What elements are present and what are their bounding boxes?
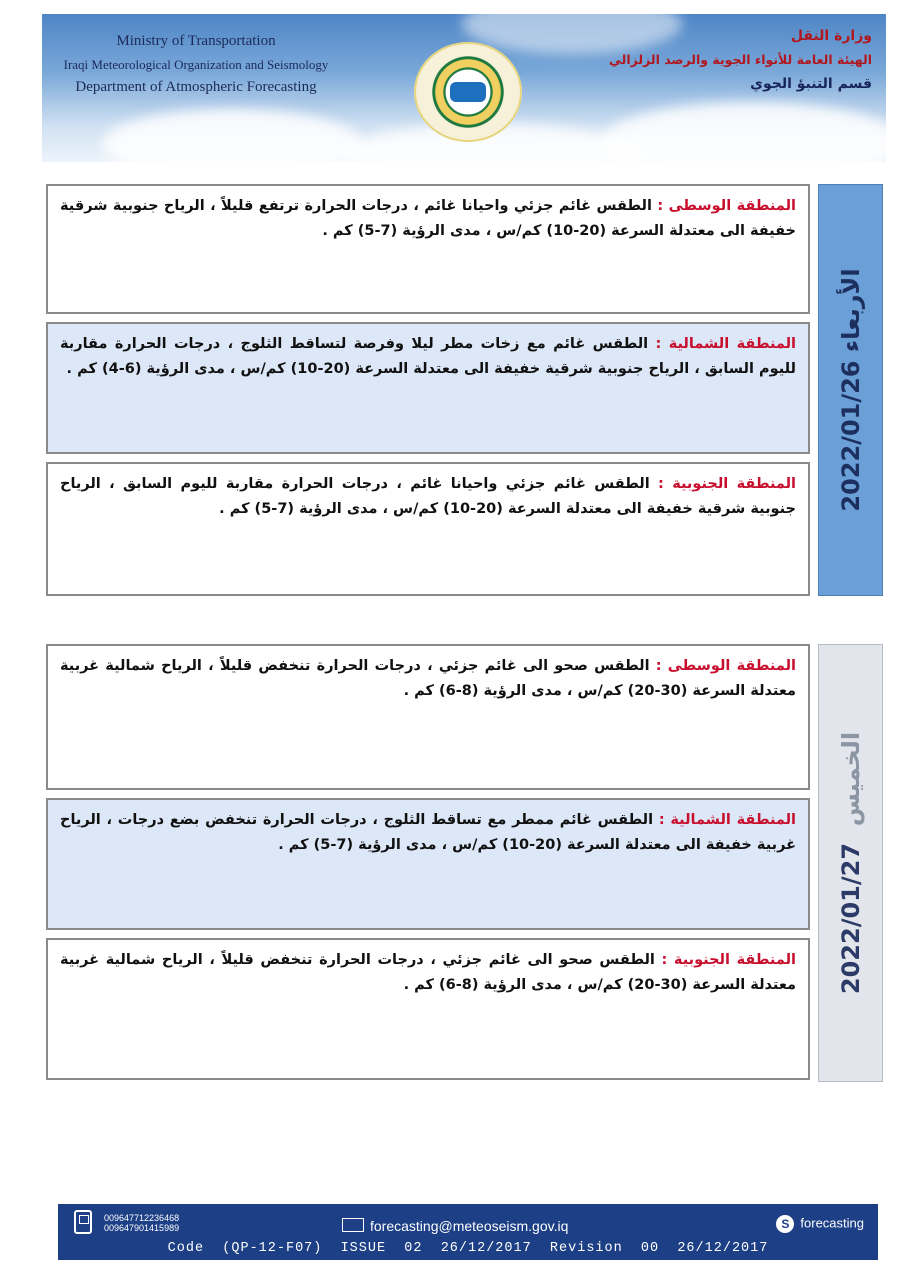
document-code: Code (QP-12-F07) ISSUE 02 26/12/2017 Revision 00 26/12/2017 <box>167 1241 769 1256</box>
forecast-text: الطقس غائم ممطر مع تساقط الثلوج ، درجات الحرارة تنخفض بضع درجات ، الرياح غربية خفيفة الى معتدلة السرعة (20-10) كم/س ، مدى الرؤية (7-5) كم . <box>60 812 796 853</box>
skype-contact[interactable] <box>776 1215 864 1233</box>
ministry-name-ar: وزارة النقل <box>790 28 872 44</box>
region-name: المنطقة الوسطى : <box>657 198 796 214</box>
forecast-day1-south <box>46 462 810 596</box>
day2-date-tab <box>818 644 883 1082</box>
letterhead <box>42 14 886 162</box>
phone-number-1: 009647712236468 <box>104 1213 180 1223</box>
forecast-day2-central <box>46 644 810 790</box>
region-name: المنطقة الوسطى : <box>655 658 796 674</box>
forecast-day1-central <box>46 184 810 314</box>
forecast-text: الطقس غائم جزئي واحيانا غائم ، درجات الحرارة مقاربة لليوم السابق ، الرياح جنوبية شرقية خفيفة الى معتدلة السرعة (20-10) كم/س ، مدى الرؤية (7-5) كم . <box>60 476 796 517</box>
phone-number-2: 009647901415989 <box>104 1223 180 1233</box>
forecast-text: الطقس غائم جزئي واحيانا غائم ، درجات الحرارة ترتفع قليلاً ، الرياح جنوبية شرقية خفيفة الى معتدلة السرعة (20-10) كم/س ، مدى الرؤية (7-5) كم . <box>60 198 796 239</box>
organization-logo <box>414 42 522 142</box>
email-address[interactable]: forecasting@meteoseism.gov.iq <box>370 1218 569 1234</box>
day1-date-tab <box>818 184 883 596</box>
forecast-text: الطقس غائم مع زخات مطر ليلا وفرصة لتساقط الثلوج ، درجات الحرارة مقاربة لليوم السابق ، الرياح جنوبية شرقية خفيفة الى معتدلة السرعة (20-10) كم/س ، مدى الرؤية (6-4) كم . <box>60 336 796 377</box>
forecast-text: الطقس صحو الى غائم جزئي ، درجات الحرارة تنخفض قليلاً ، الرياح شمالية غربية معتدلة السرعة (30-20) كم/س ، مدى الرؤية (8-6) كم . <box>60 658 796 699</box>
english-heading <box>56 30 336 99</box>
day2-day-name: الخميس <box>836 731 865 827</box>
region-name: المنطقة الشمالية : <box>658 812 796 828</box>
ministry-name-en: Ministry of Transportation <box>116 33 276 49</box>
forecast-day2-north <box>46 798 810 930</box>
department-name-en: Department of Atmospheric Forecasting <box>75 79 317 95</box>
forecast-text: الطقس صحو الى غائم جزئي ، درجات الحرارة تنخفض قليلاً ، الرياح شمالية غربية معتدلة السرعة (30-20) كم/س ، مدى الرؤية (8-6) كم . <box>60 952 796 993</box>
day2-date: 2022/01/27 <box>836 842 865 995</box>
region-name: المنطقة الجنوبية : <box>658 476 796 492</box>
department-name-ar: قسم التنبؤ الجوي <box>750 76 872 92</box>
organization-name-ar: الهيئة العامة للأنواء الجوية والرصد الزلزالي <box>609 52 872 67</box>
skype-name[interactable]: forecasting <box>800 1215 864 1231</box>
skype-icon: S <box>776 1215 794 1233</box>
region-name: المنطقة الجنوبية : <box>661 952 796 968</box>
forecast-day1-north <box>46 322 810 454</box>
phone-numbers <box>104 1213 179 1233</box>
region-name: المنطقة الشمالية : <box>655 336 797 352</box>
mail-icon <box>342 1218 364 1232</box>
email-contact[interactable] <box>342 1218 568 1234</box>
footer-bar <box>58 1204 878 1260</box>
forecast-day2-south <box>46 938 810 1080</box>
organization-name-en: Iraqi Meteorological Organization and Seismology <box>63 57 329 72</box>
phone-icon <box>74 1210 92 1234</box>
arabic-heading <box>609 24 872 96</box>
day1-date-label: الأربعاء 2022/01/26 <box>836 268 865 512</box>
